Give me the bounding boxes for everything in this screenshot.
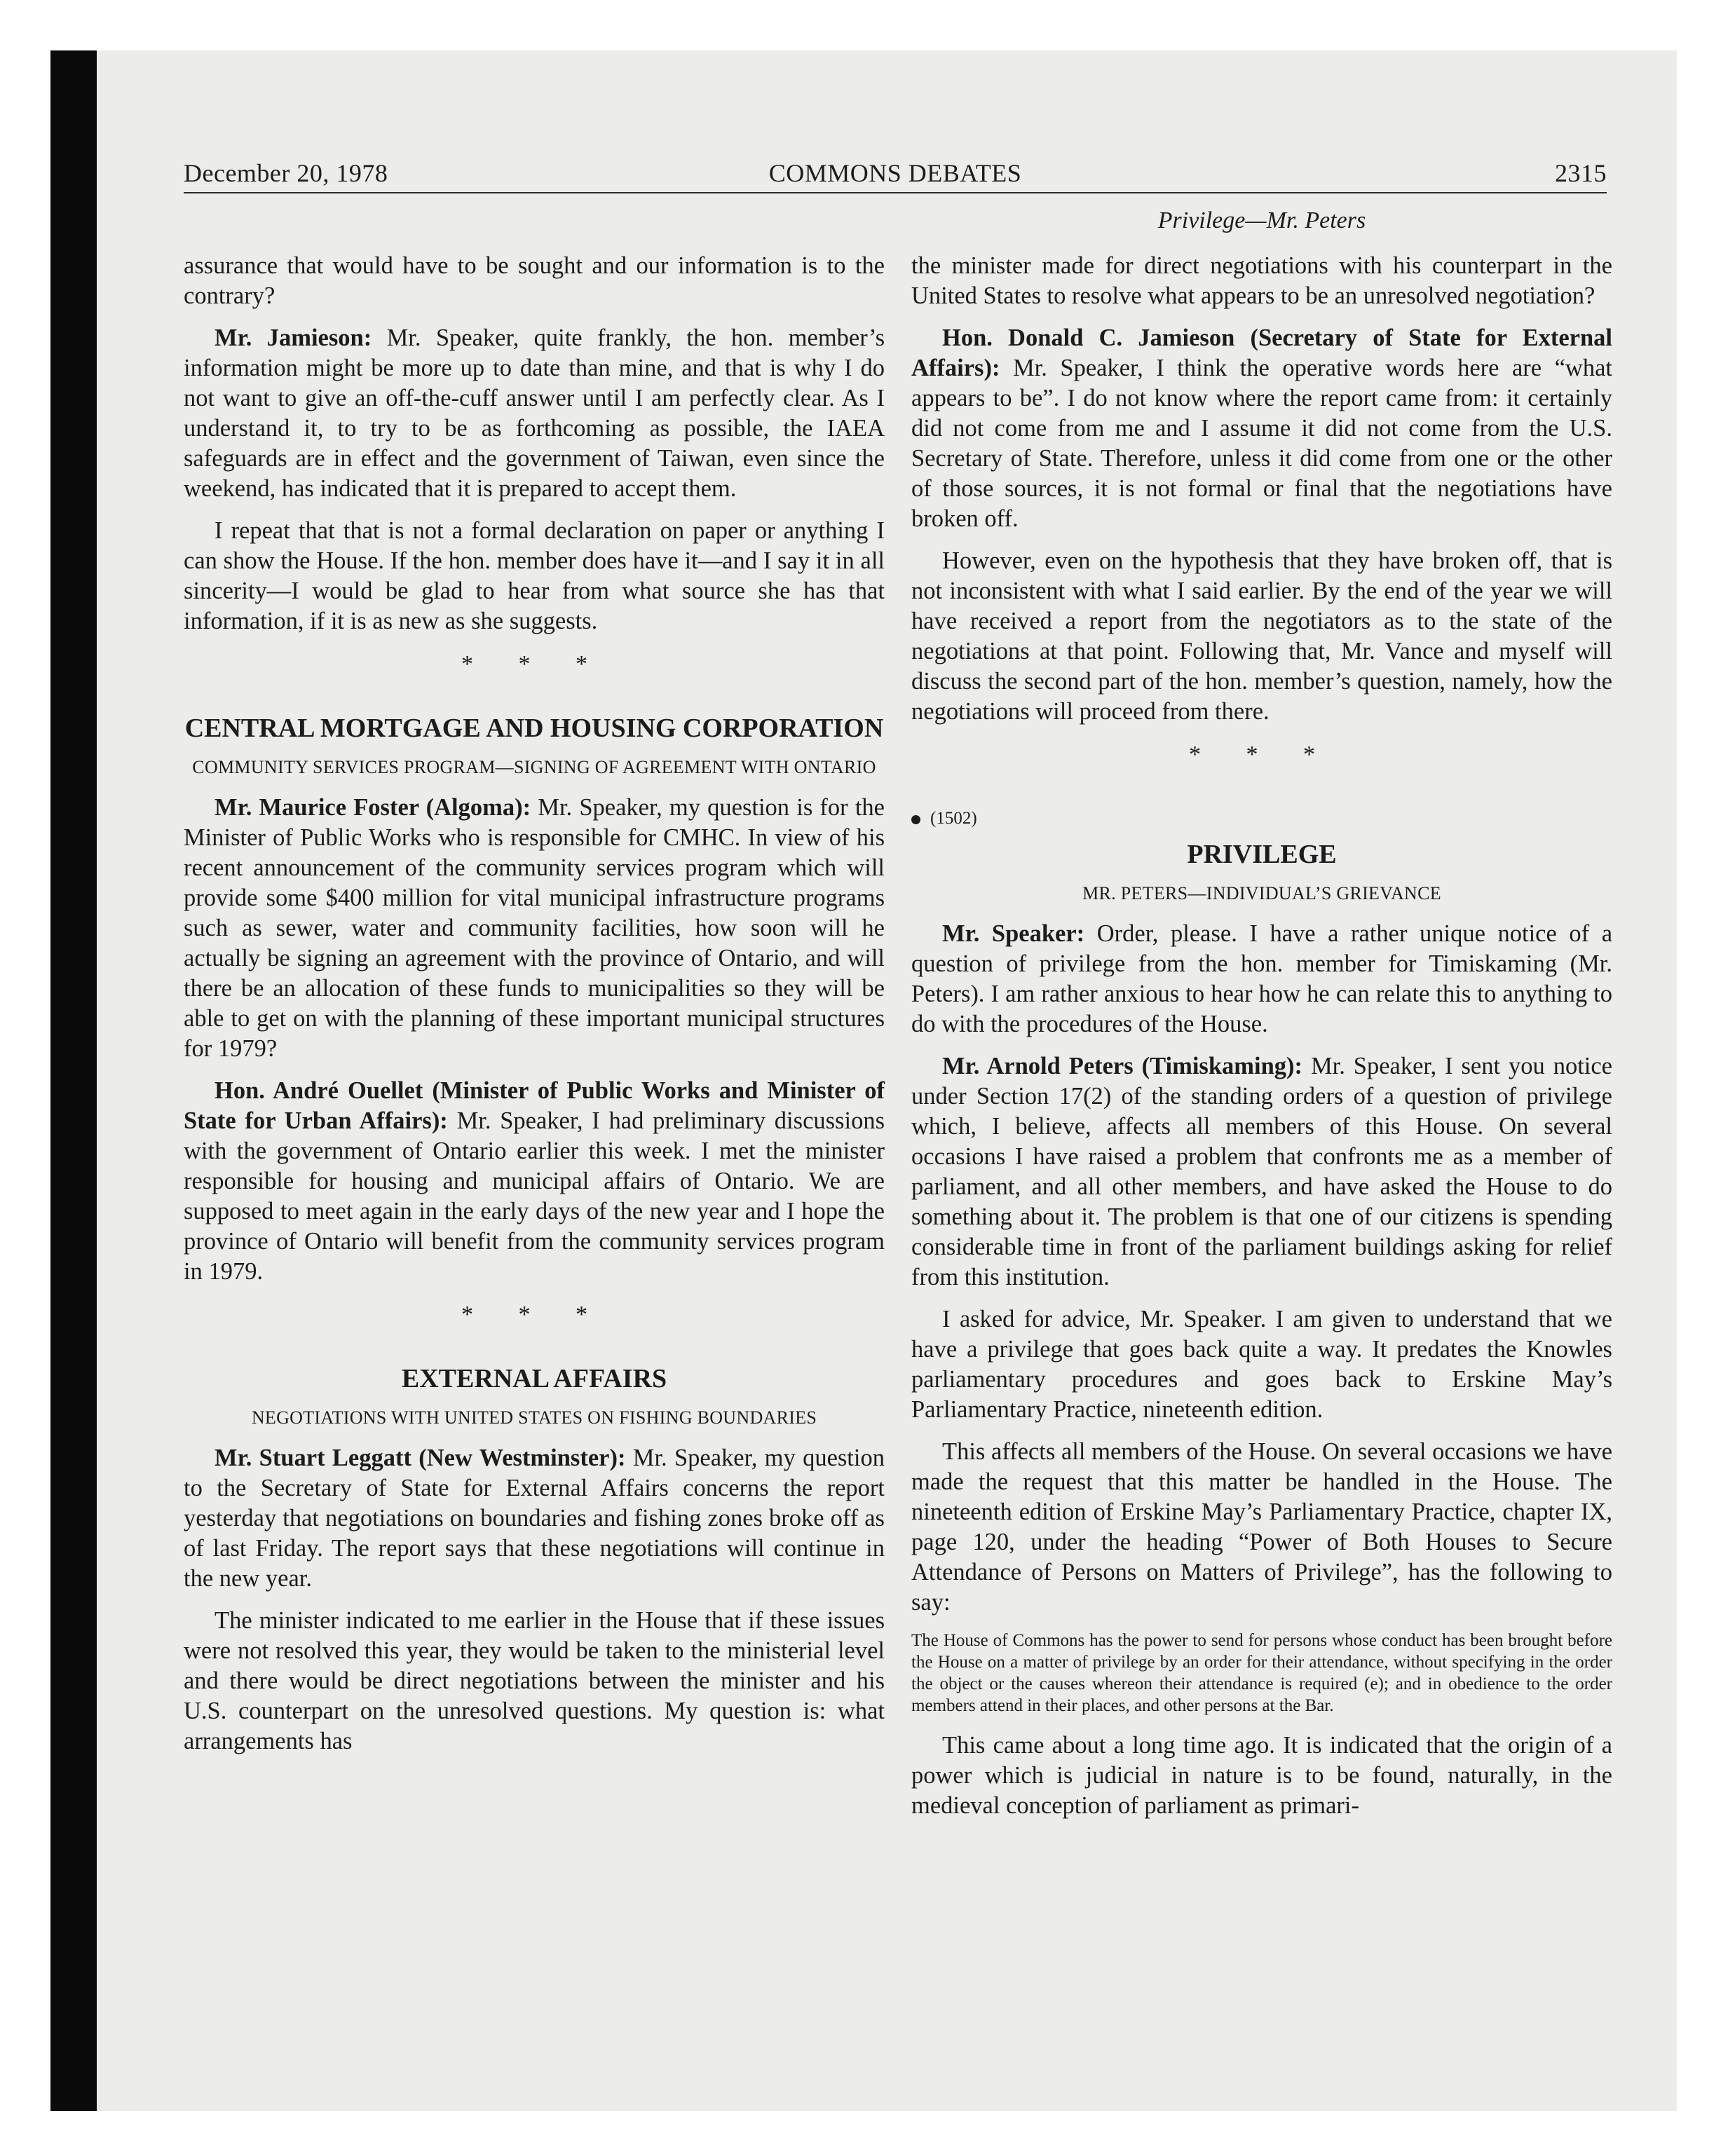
header-title: COMMONS DEBATES [768, 159, 1022, 187]
time-marker-text: (1502) [930, 809, 977, 828]
left-column [184, 251, 885, 1768]
bullet-icon [911, 815, 920, 824]
speaker-name: Mr. Stuart Leggatt (New Westminster): [215, 1445, 626, 1471]
speech-text: Mr. Speaker, my question to the Secretary of State for External Affairs concerns the report yesterday that negotiations on boundaries and fishing zones broke off as of last Friday. The report says that these negotiations will continue in the new year. [184, 1445, 885, 1592]
right-column [911, 251, 1612, 1833]
paragraph: the minister made for direct negotiations with his counterpart in the United States to resolve what appears to be an unresolved negotiation? [911, 252, 1612, 309]
speech-text: Mr. Speaker, my question is for the Minister of Public Works who is responsible for CMHC. In view of his recent announcement of the community services program which will provide some $400 million for vital municipal infrastructure programs such as sewer, water and community facilities, how soon will he actually be signing an agreement with the province of Ontario, and will there be an allocation of these funds to municipalities so they will be able to get on with the planning of these important municipal structures for 1979? [184, 794, 885, 1062]
paragraph: assurance that would have to be sought and our information is to the contrary? [184, 252, 885, 309]
speaker-name: Hon. André Ouellet (Minister of Public Works and Minister of State for Urban Affairs): [184, 1077, 885, 1134]
speaker-name: Mr. Jamieson: [215, 325, 372, 351]
page-number: 2315 [1555, 159, 1607, 187]
paragraph [184, 1076, 885, 1287]
running-head: Privilege—Mr. Peters [1157, 207, 1366, 233]
speech-text: Mr. Speaker, I think the operative words here are “what appears to be”. I do not know where the report came from: it certainly did not come from me and I assume it did not come from the U.S. Secretary of State. Therefore, unless it did come from one or the other of those sources, it is not formal or final that the negotiations have broken off. [911, 355, 1612, 532]
header-date: December 20, 1978 [184, 159, 388, 187]
paragraph [911, 919, 1612, 1039]
speaker-name: Mr. Speaker: [942, 920, 1085, 947]
block-quote: The House of Commons has the power to send for persons whose conduct has been brought before the House on a matter of privilege by an order for their attendance, without specifying in the order the object or the causes whereon their attendance is required (e); and in obedience to the order members attend in their places, and other persons at the Bar. [911, 1631, 1612, 1715]
speech-text: Mr. Speaker, quite frankly, the hon. member’s information might be more up to date than mine, and that is why I do not want to give an off-the-cuff answer until I am perfectly clear. As I understand it, to try to be as forthcoming as possible, the IAEA safeguards are in effect and the government of Taiwan, even since the weekend, has indicated that it is prepared to accept them. [184, 325, 885, 502]
section-heading: PRIVILEGE [1187, 840, 1337, 869]
speech-text: Order, please. I have a rather unique notice of a question of privilege from the hon. member for Timiskaming (Mr. Peters). I am rather anxious to hear how he can relate this to anything to do with the procedures of the House. [911, 920, 1613, 1037]
speaker-name: Hon. Donald C. Jamieson (Secretary of State for External Affairs): [911, 325, 1612, 381]
page-header [184, 153, 1607, 193]
section-heading: CENTRAL MORTGAGE AND HOUSING CORPORATION [184, 714, 884, 743]
binding-edge [50, 50, 97, 2111]
paragraph [184, 323, 885, 504]
section-subheading: COMMUNITY SERVICES PROGRAM—SIGNING OF AGREEMENT WITH ONTARIO [192, 757, 876, 777]
section-subheading: MR. PETERS—INDIVIDUAL’S GRIEVANCE [1082, 883, 1441, 903]
section-separator: * * * [461, 651, 607, 677]
paragraph: This affects all members of the House. On several occasions we have made the request that this matter be handled in the House. The nineteenth edition of Erskine May’s Parliamentary Practice, chapter IX, page 120, under the heading “Power of Both Houses to Secure Attendance of Persons on Matters of Privilege”, has the following to say: [911, 1438, 1612, 1616]
speaker-name: Mr. Maurice Foster (Algoma): [215, 794, 531, 821]
paragraph: I repeat that that is not a formal declaration on paper or anything I can show the House. If the hon. member does have it—and I say it in all sincerity—I would be glad to hear from what source she has that information, if it is as new as she suggests. [184, 517, 885, 634]
section-subheading: NEGOTIATIONS WITH UNITED STATES ON FISHING BOUNDARIES [251, 1407, 817, 1428]
paragraph [911, 323, 1612, 534]
speaker-name: Mr. Arnold Peters (Timiskaming): [942, 1053, 1302, 1079]
speech-text: Mr. Speaker, I had preliminary discussions with the government of Ontario earlier this week. I met the minister responsible for housing and municipal affairs of Ontario. We are supposed to meet again in the early days of the new year and I hope the province of Ontario will benefit from the community services program in 1979. [184, 1107, 885, 1285]
paragraph [184, 1443, 885, 1594]
section-separator: * * * [461, 1302, 607, 1328]
time-marker [911, 803, 1612, 833]
paragraph [911, 1051, 1612, 1292]
paragraph [184, 793, 885, 1064]
paragraph: This came about a long time ago. It is indicated that the origin of a power which is judicial in nature is to be found, naturally, in the medieval conception of parliament as primari- [911, 1732, 1612, 1819]
section-heading: EXTERNAL AFFAIRS [401, 1364, 667, 1393]
speech-text: Mr. Speaker, I sent you notice under Section 17(2) of the standing orders of a question of privilege which, I believe, affects all members of this House. On several occasions I have raised a problem that confronts me as a member of parliament, and all other members, and have asked the House to do something about it. The problem is that one of our citizens is spending considerable time in front of the parliament buildings asking for relief from this institution. [911, 1053, 1612, 1290]
paragraph: I asked for advice, Mr. Speaker. I am given to understand that we have a privilege that goes back quite a way. It predates the Knowles parliamentary procedures and goes back to Erskine May’s Parliamentary Practice, nineteenth edition. [911, 1306, 1612, 1423]
paragraph: The minister indicated to me earlier in the House that if these issues were not resolved this year, they would be taken to the ministerial level and there would be direct negotiations between the minister and his U.S. counterpart on the unresolved questions. My question is: what arrangements has [184, 1607, 885, 1754]
paragraph: However, even on the hypothesis that they have broken off, that is not inconsistent with what I said earlier. By the end of the year we will have received a report from the negotiators as to the state of the negotiations at that point. Following that, Mr. Vance and myself will discuss the second part of the hon. member’s question, namely, how the negotiations will proceed from there. [911, 547, 1612, 725]
section-separator: * * * [1189, 742, 1335, 767]
